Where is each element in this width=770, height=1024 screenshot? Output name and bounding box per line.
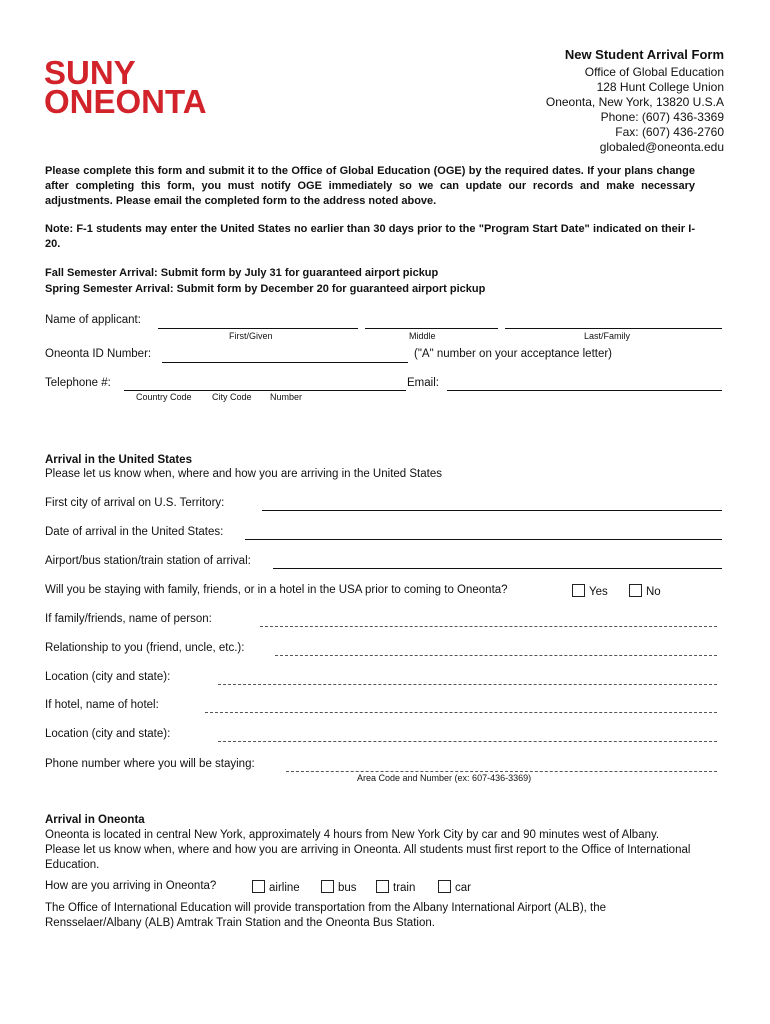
oneonta-id-line <box>162 362 408 363</box>
car-option[interactable] <box>438 880 471 894</box>
no-option[interactable] <box>629 584 661 598</box>
arrival-station-line <box>273 568 722 569</box>
us-arrival-subheading: Please let us know when, where and how you are arriving in the United States <box>45 468 442 480</box>
middle-name-caption: Middle <box>409 331 436 341</box>
bus-label: bus <box>338 882 357 894</box>
car-checkbox[interactable] <box>438 880 451 893</box>
first-city-label: First city of arrival on U.S. Territory: <box>45 497 225 509</box>
suny-oneonta-logo <box>44 54 207 120</box>
bus-option[interactable] <box>321 880 357 894</box>
f1-note: Note: F-1 students may enter the United States no earlier than 30 days prior to the "Program Start Date" indicated on their I-20. <box>45 223 695 250</box>
id-hint: ("A" number on your acceptance letter) <box>414 348 613 360</box>
hotel-label: If hotel, name of hotel: <box>45 699 159 711</box>
yes-option[interactable] <box>572 584 608 598</box>
first-city-line <box>262 510 722 511</box>
city-code-caption: City Code <box>212 392 252 402</box>
spring-deadline: Spring Semester Arrival: Submit form by December 20 for guaranteed airport pickup <box>45 283 486 295</box>
name-label: Name of applicant: <box>45 314 141 326</box>
arrival-date-line <box>245 539 722 540</box>
middle-name-input[interactable] <box>365 313 502 329</box>
form-title: New Student Arrival Form <box>564 47 724 62</box>
office-name: Office of Global Education <box>584 65 724 79</box>
email-label: Email: <box>407 377 439 389</box>
telephone-label: Telephone #: <box>45 377 111 389</box>
location-line-2 <box>218 741 717 742</box>
telephone-line <box>124 390 406 391</box>
logo-line-2: ONEONTA <box>44 83 207 120</box>
first-name-line <box>158 328 358 329</box>
fall-deadline: Fall Semester Arrival: Submit form by July 31 for guaranteed airport pickup <box>45 267 439 279</box>
train-label: train <box>393 882 416 894</box>
no-checkbox[interactable] <box>629 584 642 597</box>
oneonta-arrival-heading: Arrival in Oneonta <box>45 814 145 826</box>
office-header <box>546 47 724 155</box>
office-address-1: 128 Hunt College Union <box>596 80 724 94</box>
yes-label: Yes <box>589 586 608 598</box>
staying-phone-label: Phone number where you will be staying: <box>45 758 255 770</box>
relationship-label: Relationship to you (friend, uncle, etc.): <box>45 642 245 654</box>
yes-checkbox[interactable] <box>572 584 585 597</box>
email-line <box>447 390 722 391</box>
location-label-2: Location (city and state): <box>45 728 171 740</box>
first-name-input[interactable] <box>158 313 362 329</box>
relationship-line <box>275 655 717 656</box>
person-line <box>260 626 717 627</box>
staying-phone-line <box>286 771 717 772</box>
phone-format-hint: Area Code and Number (ex: 607-436-3369) <box>357 773 532 783</box>
oneonta-id-input[interactable] <box>162 347 412 363</box>
office-fax: Fax: (607) 436-2760 <box>615 125 724 139</box>
logo-line-1: SUNY <box>44 54 136 91</box>
location-label-1: Location (city and state): <box>45 671 171 683</box>
id-label: Oneonta ID Number: <box>45 348 152 360</box>
middle-name-line <box>365 328 498 329</box>
last-name-caption: Last/Family <box>584 331 631 341</box>
no-label: No <box>646 586 661 598</box>
how-arriving-question: How are you arriving in Oneonta? <box>45 880 217 892</box>
airline-label: airline <box>269 882 300 894</box>
office-address-2: Oneonta, New York, 13820 U.S.A <box>545 95 724 109</box>
airline-checkbox[interactable] <box>252 880 265 893</box>
arrival-date-label: Date of arrival in the United States: <box>45 526 224 538</box>
location-line-1 <box>218 684 717 685</box>
oneonta-arrival-text: Oneonta is located in central New York, approximately 4 hours from New York City by car and 90 minutes west of Albany. Please let us know when, where and how you are arriving in Oneonta. All students must first report to the Office of International Education. <box>45 829 691 871</box>
bus-checkbox[interactable] <box>321 880 334 893</box>
country-code-caption: Country Code <box>136 392 192 402</box>
last-name-input[interactable] <box>505 313 726 329</box>
first-name-caption: First/Given <box>229 331 273 341</box>
number-caption: Number <box>270 392 303 402</box>
train-option[interactable] <box>376 880 415 894</box>
airline-option[interactable] <box>252 880 300 894</box>
last-name-line <box>505 328 722 329</box>
us-arrival-heading: Arrival in the United States <box>45 454 192 466</box>
car-label: car <box>455 882 471 894</box>
arrival-station-label: Airport/bus station/train station of arrival: <box>45 555 251 567</box>
staying-question: Will you be staying with family, friends, or in a hotel in the USA prior to coming to Oneonta? <box>45 584 508 596</box>
train-checkbox[interactable] <box>376 880 389 893</box>
office-phone: Phone: (607) 436-3369 <box>600 110 724 124</box>
transport-info: The Office of International Education will provide transportation from the Albany International Airport (ALB), the Rensselaer/Albany (ALB) Amtrak Train Station and the Oneonta Bus Station. <box>45 902 607 929</box>
office-email: globaled@oneonta.edu <box>599 140 724 154</box>
instructions-text: Please complete this form and submit it to the Office of Global Education (OGE) by the required dates. If your plans change after completing this form, you must notify OGE immediately so we can update our records and make necessary adjustments. Please email the completed form to the address noted above. <box>45 165 695 207</box>
hotel-line <box>205 712 717 713</box>
person-label: If family/friends, name of person: <box>45 613 212 625</box>
